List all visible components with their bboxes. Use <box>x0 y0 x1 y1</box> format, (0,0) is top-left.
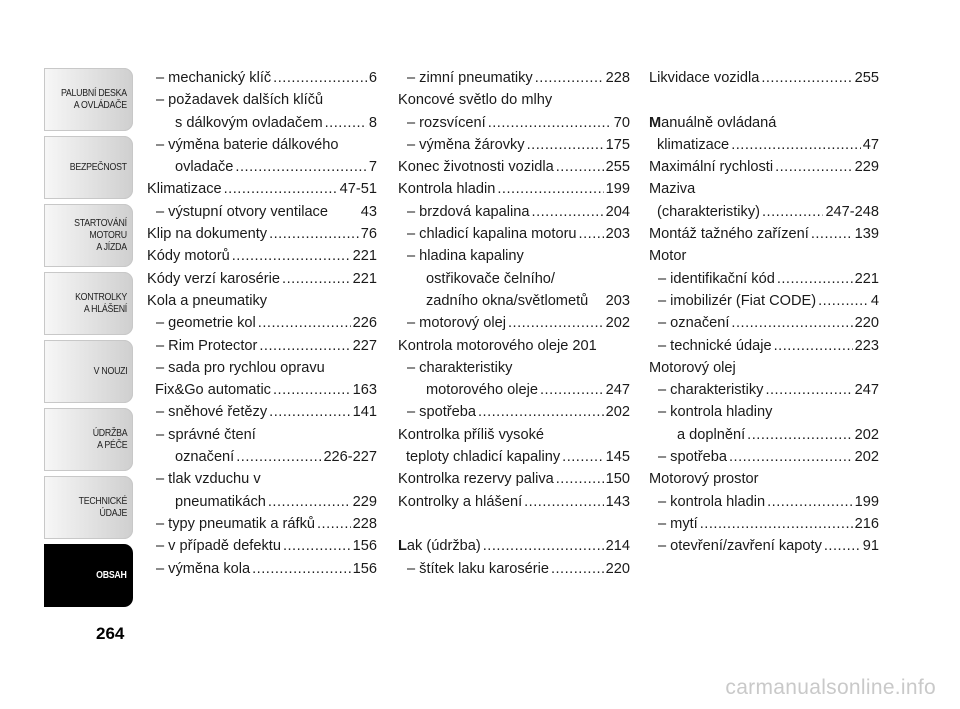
chapter-tab-label: ÚDRŽBA A PÉČE <box>92 427 127 451</box>
index-entry <box>398 424 630 446</box>
index-entry-text: – kontrola hladiny <box>658 404 773 421</box>
page-number: 264 <box>96 624 125 643</box>
dot-leader <box>540 379 604 401</box>
index-entry-text: Motorový olej <box>649 359 736 376</box>
index-entry <box>147 67 377 89</box>
dot-leader <box>579 223 604 245</box>
index-entry-text: – Rim Protector <box>156 337 258 354</box>
index-entry <box>398 535 630 557</box>
dot-leader <box>269 223 359 245</box>
index-entry <box>649 178 879 200</box>
page-ref: 221 <box>352 270 377 287</box>
index-entry <box>147 558 377 580</box>
index-entry-rest: anuálně ovládaná <box>661 114 777 131</box>
index-entry-text: Klip na dokumenty <box>147 226 268 243</box>
dot-leader <box>317 513 351 535</box>
index-entry <box>398 468 630 490</box>
index-entry <box>147 178 377 200</box>
index-entry-text: označení <box>175 449 235 466</box>
page-ref: 163 <box>352 382 377 399</box>
index-entry <box>649 312 879 334</box>
page-ref: 4 <box>870 292 879 309</box>
index-entry <box>398 401 630 423</box>
index-entry-text: – správné čtení <box>156 426 256 443</box>
index-entry-text: pneumatikách <box>175 493 266 510</box>
dot-leader <box>224 178 338 200</box>
index-entry-text: – mytí <box>658 515 698 532</box>
page-ref: 145 <box>605 449 630 466</box>
dot-leader <box>777 268 853 290</box>
index-entry-text: – typy pneumatik a ráfků <box>156 515 315 532</box>
page-ref: 229 <box>854 159 879 176</box>
dot-leader <box>483 535 604 557</box>
page-ref: 227 <box>352 337 377 354</box>
dot-leader <box>767 491 853 513</box>
index-entry <box>649 357 879 379</box>
page-ref: 247-248 <box>825 203 879 220</box>
index-entry-text: Koncové světlo do mlhy <box>398 92 553 109</box>
index-entry <box>147 468 377 490</box>
index-column-1 <box>147 67 377 580</box>
index-entry-text: Kódy motorů <box>147 248 230 265</box>
dot-leader <box>551 558 604 580</box>
index-entry <box>649 335 879 357</box>
index-entry-text: Kontrola motorového oleje 201 <box>398 337 597 354</box>
dot-leader <box>535 67 604 89</box>
dot-leader <box>273 67 367 89</box>
page-ref: 156 <box>352 538 377 555</box>
index-entry-text: Kontrola hladin <box>398 181 496 198</box>
index-entry-text: – identifikační kód <box>658 270 775 287</box>
dot-leader <box>258 312 351 334</box>
index-column-2 <box>398 67 630 580</box>
index-entry-text: – výstupní otvory ventilace <box>156 203 328 220</box>
index-entry <box>649 513 879 535</box>
index-entry-text: – brzdová kapalina <box>407 203 530 220</box>
index-entry <box>649 401 879 423</box>
index-entry-text: Montáž tažného zařízení <box>649 226 809 243</box>
index-entry-text: – výměna baterie dálkového <box>156 136 339 153</box>
dot-leader <box>532 201 604 223</box>
page-ref: 247 <box>605 382 630 399</box>
dot-leader <box>762 201 823 223</box>
dot-leader <box>268 491 351 513</box>
index-entry <box>147 446 377 468</box>
index-entry-text: – imobilizér (Fiat CODE) <box>658 292 817 309</box>
page-ref: 220 <box>605 560 630 577</box>
dot-leader <box>232 245 351 267</box>
index-entry <box>398 268 630 290</box>
index-entry <box>398 446 630 468</box>
index-entry-text: Motorový prostor <box>649 471 759 488</box>
chapter-tab[interactable] <box>44 408 133 471</box>
chapter-tab-label: STARTOVÁNÍ MOTORU A JÍZDA <box>74 217 127 253</box>
index-entry-text: – sada pro rychlou opravu <box>156 359 325 376</box>
page-ref: 6 <box>368 70 377 86</box>
page-ref: 47-51 <box>339 181 377 198</box>
dot-leader <box>556 468 604 490</box>
index-entry-text: – hladina kapaliny <box>407 248 524 265</box>
page-ref: 204 <box>605 203 630 220</box>
page-ref: 255 <box>854 70 879 86</box>
dot-leader <box>747 424 852 446</box>
page-ref: 228 <box>352 515 377 532</box>
dot-leader <box>508 312 604 334</box>
dot-leader <box>478 401 604 423</box>
letter-initial: M <box>649 114 662 131</box>
index-entry <box>398 134 630 156</box>
index-entry-text: – technické údaje <box>658 337 772 354</box>
dot-leader <box>236 446 321 468</box>
index-entry <box>398 156 630 178</box>
index-entry-text: teploty chladicí kapaliny <box>406 449 561 466</box>
page-ref: 150 <box>605 471 630 488</box>
page-ref: 199 <box>854 493 879 510</box>
index-entry-text: Fix&Go automatic <box>155 382 271 399</box>
index-entry <box>649 268 879 290</box>
letter-initial: L <box>398 538 407 555</box>
chapter-tab-label: BEZPEČNOST <box>69 161 127 173</box>
index-entry-text: – výměna žárovky <box>407 136 525 153</box>
index-entry <box>398 379 630 401</box>
watermark: carmanualsonline.info <box>725 676 936 699</box>
index-entry <box>147 535 377 557</box>
page-ref: 156 <box>352 560 377 577</box>
index-entry-text: – sněhové řetězy <box>156 404 268 421</box>
index-column-3 <box>649 67 879 558</box>
index-entry-text: – mechanický klíč <box>156 70 272 86</box>
dot-leader <box>562 446 604 468</box>
index-entry <box>147 112 377 134</box>
page-ref: 220 <box>854 315 879 332</box>
dot-leader <box>488 112 612 134</box>
index-entry <box>649 223 879 245</box>
page-ref: 203 <box>605 292 630 309</box>
dot-leader <box>811 223 853 245</box>
page-ref: 216 <box>854 515 879 532</box>
dot-leader <box>524 491 604 513</box>
index-entry <box>398 335 630 357</box>
index-entry <box>147 201 377 223</box>
page-ref: 202 <box>605 404 630 421</box>
page-ref: 223 <box>854 337 879 354</box>
index-entry <box>147 401 377 423</box>
page-ref: 228 <box>605 70 630 86</box>
index-entry-text: – v případě defektu <box>156 538 281 555</box>
dot-leader <box>273 379 351 401</box>
index-entry <box>147 357 377 379</box>
index-spacer <box>649 89 879 111</box>
chapter-tab[interactable] <box>44 68 133 131</box>
index-entry-text: – geometrie kol <box>156 315 256 332</box>
index-entry-text: Maximální rychlosti <box>649 159 774 176</box>
index-entry-text: – otevření/zavření kapoty <box>658 538 822 555</box>
index-entry <box>147 379 377 401</box>
page-ref: 7 <box>368 159 377 176</box>
page-ref: 247 <box>854 382 879 399</box>
dot-leader <box>765 379 852 401</box>
index-entry-text: a doplnění <box>677 426 746 443</box>
page-ref: 43 <box>360 203 377 220</box>
index-entry <box>649 491 879 513</box>
index-entry-text: motorového oleje <box>426 382 538 399</box>
index-entry-text: (charakteristiky) <box>657 203 760 220</box>
page-ref: 141 <box>352 404 377 421</box>
index-entry <box>398 290 630 312</box>
index-entry-text: – tlak vzduchu v <box>156 471 261 488</box>
index-entry <box>398 491 630 513</box>
index-entry <box>649 468 879 490</box>
index-entry <box>649 201 879 223</box>
chapter-tab-label: PALUBNÍ DESKA A OVLÁDAČE <box>61 87 127 111</box>
index-entry <box>398 223 630 245</box>
index-entry-text: – zimní pneumatiky <box>407 70 533 86</box>
chapter-tab-label: OBSAH <box>96 569 127 581</box>
dot-leader <box>731 312 852 334</box>
index-entry <box>147 156 377 178</box>
page-ref: 255 <box>605 159 630 176</box>
index-entry-text: Konec životnosti vozidla <box>398 159 554 176</box>
chapter-tab[interactable] <box>44 204 133 267</box>
index-entry-text: – výměna kola <box>156 560 251 577</box>
chapter-tabs <box>44 68 133 612</box>
chapter-tab[interactable] <box>44 340 133 403</box>
page-ref: 76 <box>360 226 377 243</box>
index-entry <box>398 178 630 200</box>
index-entry <box>649 424 879 446</box>
index-entry-text: – požadavek dalších klíčů <box>156 92 324 109</box>
index-entry <box>147 89 377 111</box>
index-entry <box>147 424 377 446</box>
index-entry-text: zadního okna/světlometů <box>426 292 589 309</box>
index-entry-text: Likvidace vozidla <box>649 70 760 86</box>
index-entry <box>649 290 879 312</box>
chapter-tab[interactable] <box>44 272 133 335</box>
index-entry-text: Klimatizace <box>147 181 222 198</box>
index-entry <box>147 312 377 334</box>
index-entry <box>649 67 879 89</box>
index-entry-text: – charakteristiky <box>658 382 764 399</box>
index-entry-text: klimatizace <box>657 136 730 153</box>
index-entry <box>649 112 879 134</box>
index-entry <box>398 89 630 111</box>
index-entry-text: s dálkovým ovladačem <box>175 114 323 131</box>
index-entry-text: – rozsvícení <box>407 114 486 131</box>
dot-leader <box>729 446 853 468</box>
dot-leader <box>283 535 351 557</box>
dot-leader <box>527 134 604 156</box>
index-entry-text: – charakteristiky <box>407 359 513 376</box>
page-ref: 199 <box>605 181 630 198</box>
chapter-tab[interactable] <box>44 544 133 607</box>
page-ref: 91 <box>862 538 879 555</box>
index-entry-text: Kola a pneumatiky <box>147 292 268 309</box>
index-entry-rest: ak (údržba) <box>406 538 481 555</box>
dot-leader <box>731 134 861 156</box>
index-spacer <box>398 513 630 535</box>
dot-leader <box>775 156 853 178</box>
index-entry <box>147 245 377 267</box>
index-entry <box>147 134 377 156</box>
index-entry <box>649 535 879 557</box>
dot-leader <box>259 335 350 357</box>
dot-leader <box>761 67 852 89</box>
index-entry-text: – označení <box>658 315 730 332</box>
index-entry-text: Kontrolka rezervy paliva <box>398 471 554 488</box>
index-entry <box>649 379 879 401</box>
index-entry <box>649 446 879 468</box>
page-ref: 202 <box>854 426 879 443</box>
chapter-tab-label: V NOUZI <box>93 365 127 377</box>
page-ref: 143 <box>605 493 630 510</box>
dot-leader <box>824 535 861 557</box>
dot-leader <box>252 558 351 580</box>
index-entry-text: – spotřeba <box>658 449 727 466</box>
index-entry <box>649 134 879 156</box>
index-entry-text: Kontrolka příliš vysoké <box>398 426 544 443</box>
dot-leader <box>269 401 350 423</box>
index-entry-text: – spotřeba <box>407 404 476 421</box>
index-entry-text: – kontrola hladin <box>658 493 766 510</box>
page-ref: 221 <box>352 248 377 265</box>
index-entry <box>147 491 377 513</box>
page-ref: 226 <box>352 315 377 332</box>
dot-leader <box>282 268 351 290</box>
index-entry-text: – chladicí kapalina motoru <box>407 226 577 243</box>
page-ref: 47 <box>862 136 879 153</box>
page-ref: 214 <box>605 538 630 555</box>
dot-leader <box>235 156 366 178</box>
index-entry <box>398 201 630 223</box>
index-entry-text <box>398 535 481 557</box>
page-ref: 202 <box>854 449 879 466</box>
index-entry-text: Motor <box>649 248 687 265</box>
index-entry-text: – motorový olej <box>407 315 506 332</box>
index-entry <box>147 513 377 535</box>
page-ref: 202 <box>605 315 630 332</box>
index-entry <box>147 335 377 357</box>
index-entry <box>398 245 630 267</box>
dot-leader <box>497 178 603 200</box>
page-ref: 8 <box>368 114 377 131</box>
index-entry <box>398 112 630 134</box>
index-entry <box>147 223 377 245</box>
page-ref: 175 <box>605 136 630 153</box>
page-ref: 203 <box>605 226 630 243</box>
index-entry <box>649 245 879 267</box>
index-entry-text: Kódy verzí karosérie <box>147 270 281 287</box>
chapter-tab[interactable] <box>44 476 133 539</box>
index-entry-text: Maziva <box>649 181 696 198</box>
index-entry <box>398 312 630 334</box>
dot-leader <box>325 112 367 134</box>
page-ref: 229 <box>352 493 377 510</box>
index-entry <box>147 290 377 312</box>
page-ref: 70 <box>613 114 630 131</box>
dot-leader <box>774 335 853 357</box>
index-entry <box>398 357 630 379</box>
chapter-tab-label: TECHNICKÉ ÚDAJE <box>78 495 127 519</box>
index-entry-text: ostřikovače čelního/ <box>426 270 555 287</box>
dot-leader <box>700 513 853 535</box>
page-ref: 226-227 <box>323 449 377 466</box>
index-entry <box>398 558 630 580</box>
index-entry-text: Kontrolky a hlášení <box>398 493 523 510</box>
page-ref: 139 <box>854 226 879 243</box>
index-entry <box>398 67 630 89</box>
index-entry-text: ovladače <box>175 159 234 176</box>
chapter-tab-label: KONTROLKY A HLÁŠENÍ <box>75 291 127 315</box>
index-entry-text <box>649 112 776 134</box>
index-entry <box>147 268 377 290</box>
chapter-tab[interactable] <box>44 136 133 199</box>
page-ref: 221 <box>854 270 879 287</box>
dot-leader <box>818 290 869 312</box>
dot-leader <box>556 156 604 178</box>
index-entry-text: – štítek laku karosérie <box>407 560 549 577</box>
index-entry <box>649 156 879 178</box>
